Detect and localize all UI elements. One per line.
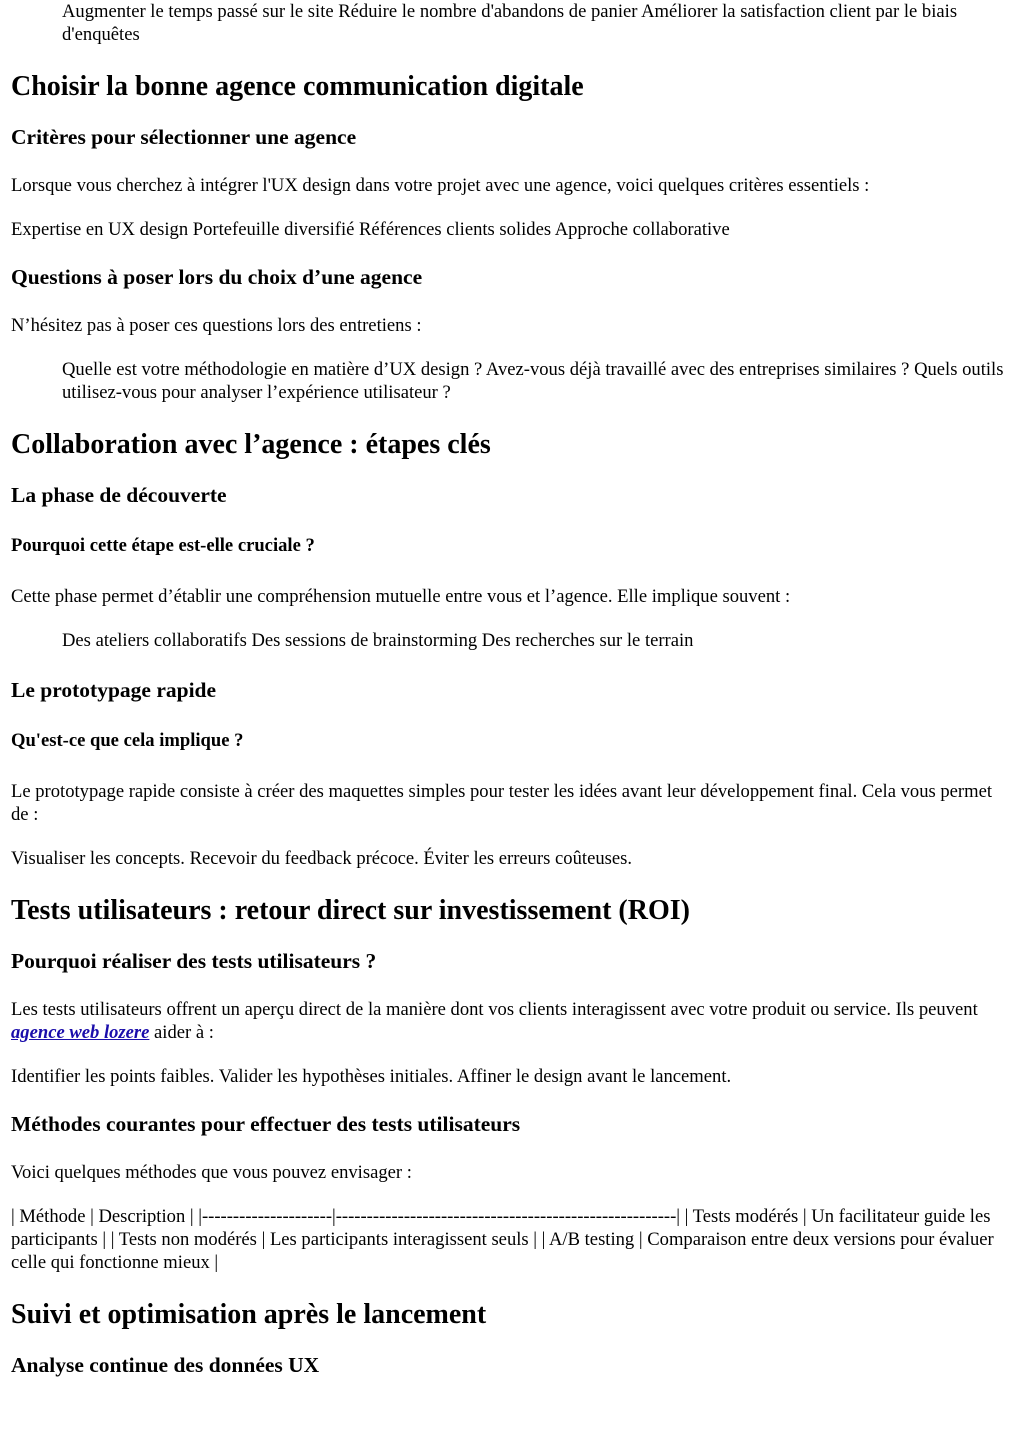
discovery-paragraph: Cette phase permet d’établir une compréhension mutuelle entre vous et l’agence. Elle implique souvent : [11, 586, 791, 607]
agence-web-lozere-link[interactable]: agence web lozere [11, 1022, 150, 1043]
heading-prototyping: Le prototypage rapide [11, 678, 217, 702]
heading-test-methods: Méthodes courantes pour effectuer des tests utilisateurs [11, 1112, 521, 1136]
discovery-list: Des ateliers collaboratifs Des sessions de brainstorming Des recherches sur le terrain [62, 630, 694, 651]
heading-user-tests: Tests utilisateurs : retour direct sur investissement (ROI) [11, 895, 690, 926]
methods-table-raw: | Méthode | Description | |---------------------|-------------------------------------------------------| | Tests modérés | Un facilitateur guide les participants | | Tests non modérés | Les participants interagissent seuls | | A/B testing | Comparaison entre deux versions pour évaluer celle qui fonctionne mieux | [11, 1206, 994, 1273]
heading-discovery: La phase de découverte [11, 483, 227, 507]
heading-choose-agency: Choisir la bonne agence communication digitale [11, 71, 584, 102]
methods-paragraph: Voici quelques méthodes que vous pouvez envisager : [11, 1162, 412, 1183]
heading-ux-data-analysis: Analyse continue des données UX [11, 1353, 320, 1377]
criteria-list: Expertise en UX design Portefeuille diversifié Références clients solides Approche collaborative [11, 219, 730, 240]
why-tests-text-before: Les tests utilisateurs offrent un aperçu direct de la manière dont vos clients interagissent avec votre produit ou service. Ils peuvent [11, 999, 978, 1020]
heading-followup: Suivi et optimisation après le lancement [11, 1299, 487, 1330]
subheading-prototyping-what: Qu'est-ce que cela implique ? [11, 730, 244, 751]
heading-collaboration: Collaboration avec l’agence : étapes clés [11, 429, 491, 460]
heading-why-tests: Pourquoi réaliser des tests utilisateurs ? [11, 949, 377, 973]
goals-list: Augmenter le temps passé sur le site Réduire le nombre d'abandons de panier Améliorer la satisfaction client par le biais d'enquêtes [62, 1, 958, 45]
questions-list: Quelle est votre méthodologie en matière d’UX design ? Avez-vous déjà travaillé avec des entreprises similaires ? Quels outils utilisez-vous pour analyser l’expérience utilisateur ? [62, 359, 1004, 403]
criteria-paragraph: Lorsque vous cherchez à intégrer l'UX design dans votre projet avec une agence, voici quelques critères essentiels : [11, 175, 870, 196]
prototyping-list: Visualiser les concepts. Recevoir du feedback précoce. Éviter les erreurs coûteuses. [11, 848, 632, 869]
heading-questions: Questions à poser lors du choix d’une agence [11, 265, 423, 289]
questions-paragraph: N’hésitez pas à poser ces questions lors des entretiens : [11, 315, 422, 336]
why-tests-list: Identifier les points faibles. Valider les hypothèses initiales. Affiner le design avant le lancement. [11, 1066, 732, 1087]
prototyping-paragraph: Le prototypage rapide consiste à créer des maquettes simples pour tester les idées avant leur développement final. Cela vous permet de : [11, 781, 992, 825]
subheading-discovery-why: Pourquoi cette étape est-elle cruciale ? [11, 535, 315, 556]
why-tests-paragraph [11, 998, 1013, 1044]
heading-criteria: Critères pour sélectionner une agence [11, 125, 357, 149]
why-tests-text-after: aider à : [149, 1022, 214, 1043]
